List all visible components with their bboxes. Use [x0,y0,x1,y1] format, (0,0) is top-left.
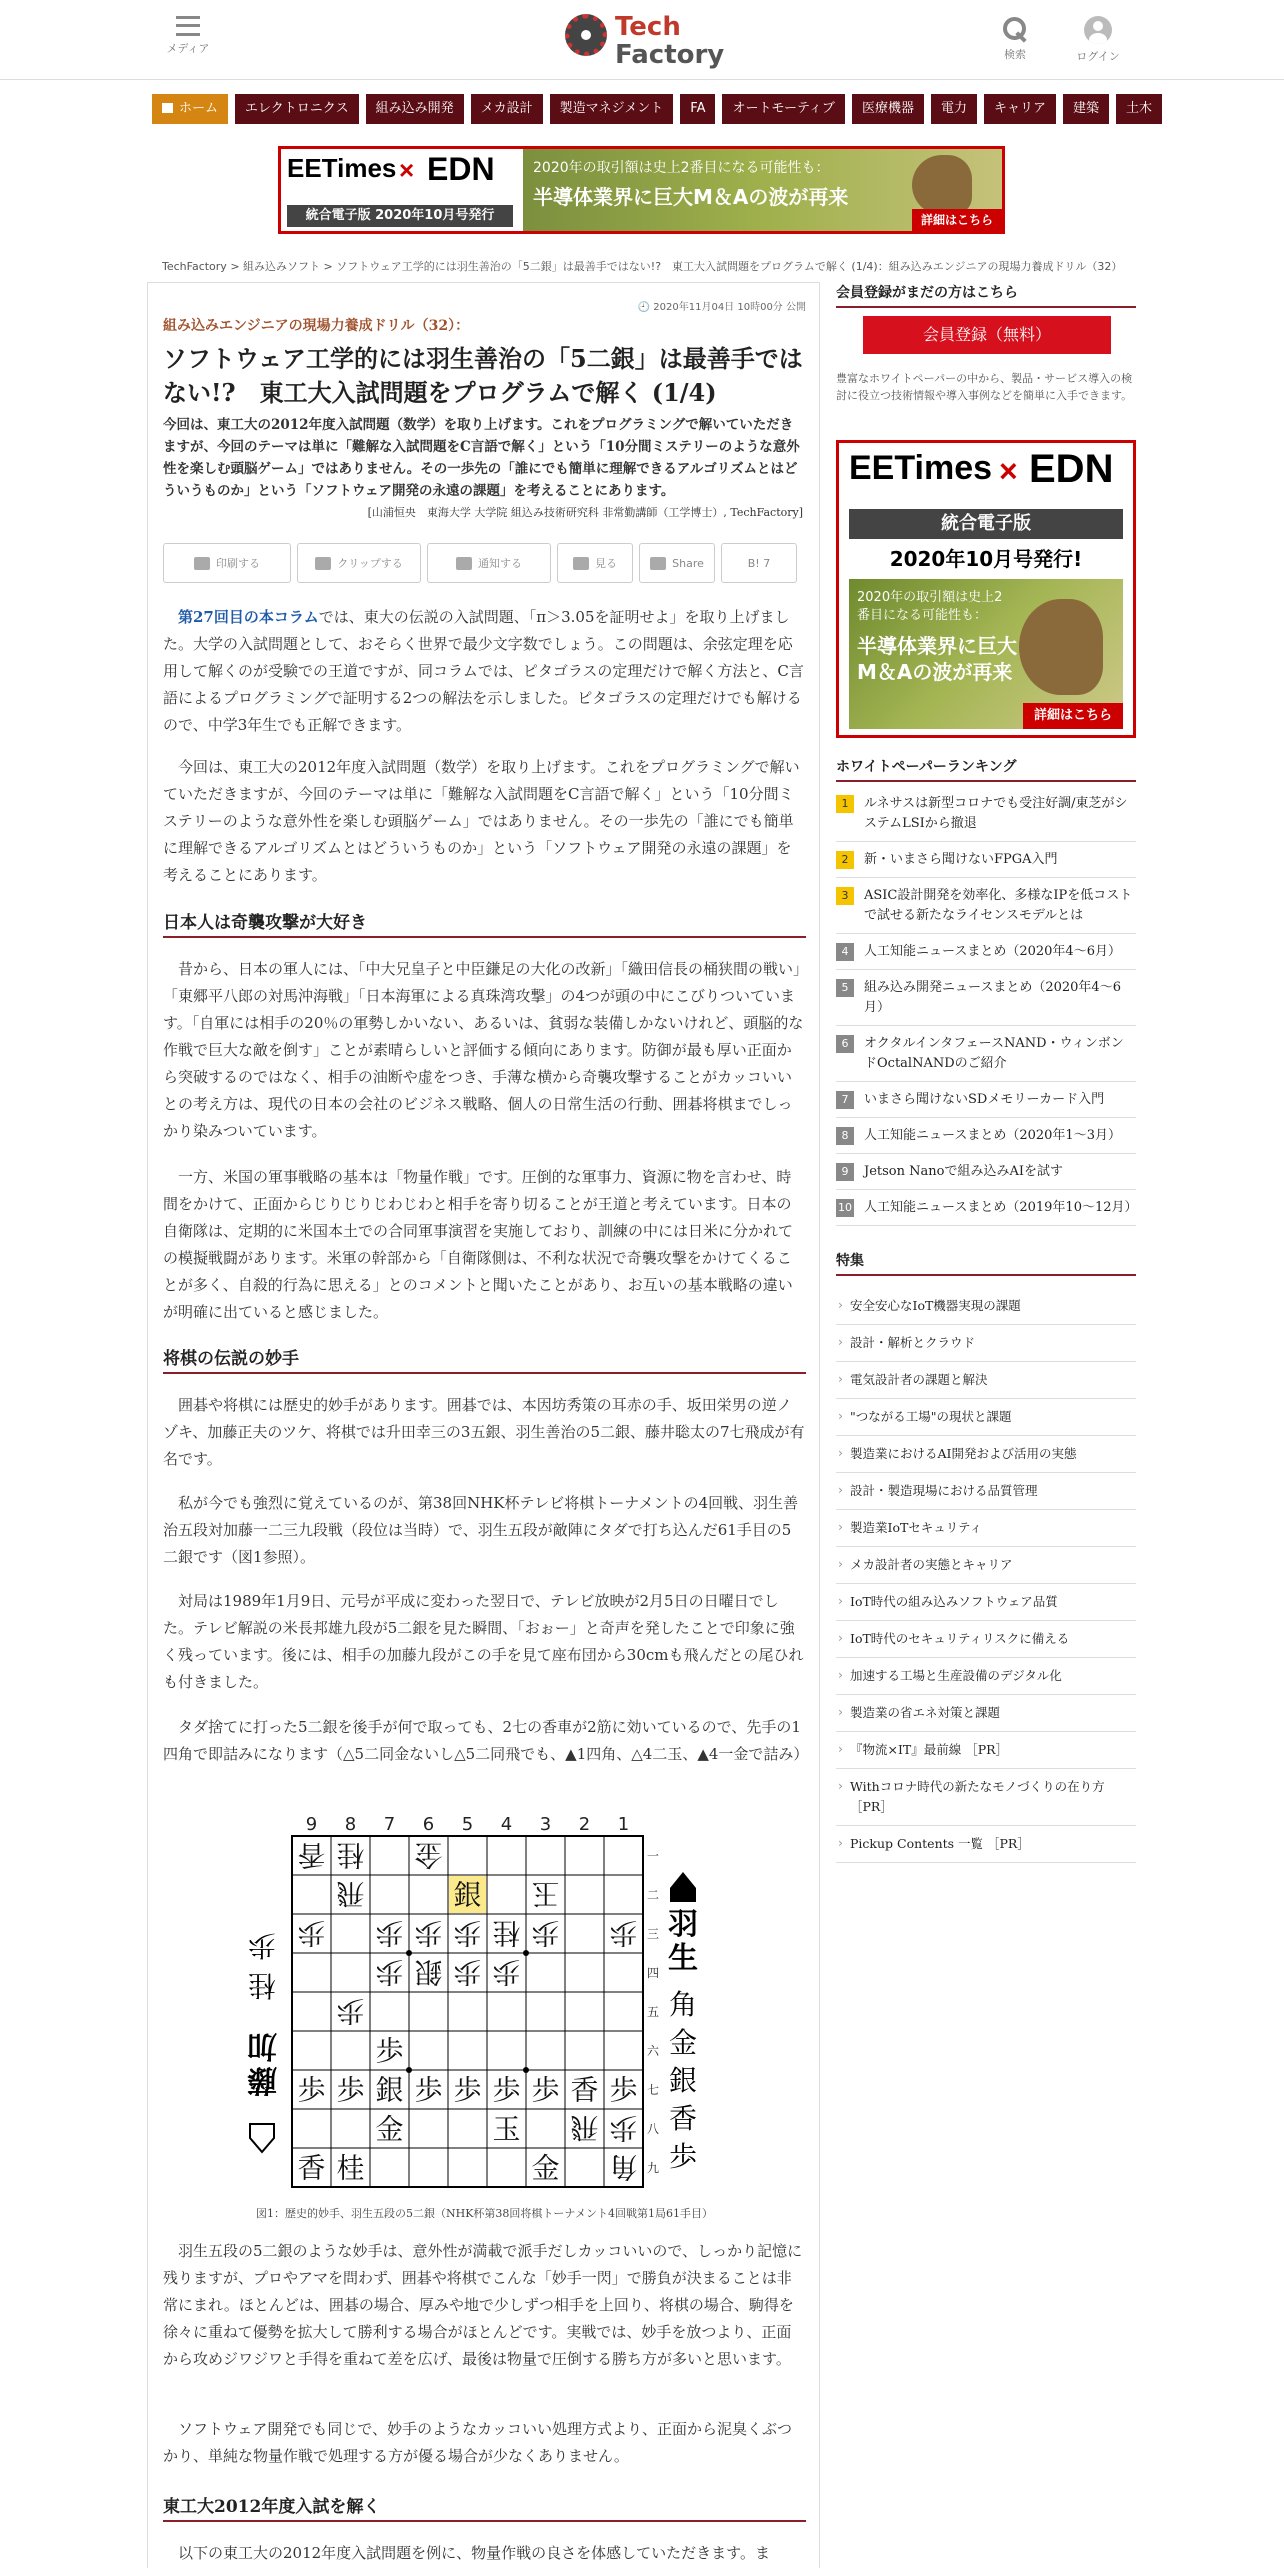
ranking-list [836,786,1136,1226]
nav-item-architecture[interactable]: 建築 [1063,94,1109,124]
shogi-piece: 角 [609,2150,638,2184]
feature-item[interactable]: › 安全安心なIoT機器実現の課題 [836,1288,1136,1325]
ranking-item[interactable] [836,1118,1136,1154]
gote-player-name: 藤 [247,2062,277,2097]
gote-hand-piece: 歩 [247,1929,277,1962]
sidebar-ad-banner[interactable] [836,440,1136,738]
figure-caption: 図1：歴史的妙手、羽生五段の5二銀（NHK杯第38回将棋トーナメント4回戦第1局61手目） [256,2207,713,2220]
side-ad-cross: × [999,453,1018,489]
shogi-piece: 飛 [336,1877,365,1911]
nav-item-power[interactable]: 電力 [931,94,977,124]
rank-number: 6 [836,1035,854,1053]
shogi-piece: 銀 [414,1955,443,1989]
banner-line2: 半導体業界に巨大M＆Aの波が再来 [533,185,849,209]
shogi-piece: 桂 [492,1916,521,1950]
paragraph-8: タダ捨てに打った5二銀を後手が何で取っても、2七の香車が2筋に効いているので、先手の1四角で即詰みになります（△5二同金ないし△5二同飛でも、▲1四角、△4二玉、▲4一金で詰み） [163,1718,809,1763]
banner-eetimes-logo: EETimes [287,153,397,183]
shogi-piece: 飛 [570,2111,599,2145]
site-header [0,0,1284,80]
column-label: 1 [617,1814,630,1835]
rank-number: 8 [836,1127,854,1145]
side-ad-details-button[interactable]: 詳細はこちら [1023,703,1123,729]
shogi-piece: 香 [570,2073,599,2107]
paragraph-2: 今回は、東工大の2012年度入試問題（数学）を取り上げます。これをプログラミングで解いていただきますが、今回のテーマは単に「難解な入試問題をC言語で解く」という「10分間ミステリーのような意外性を楽しむ頭脳ゲーム」ではありません。その一歩先の「誰にでも簡単に理解できるアルゴリズムとはどういうものか」という「ソフトウェア開発の永遠の課題」を考えることにあります。 [163,758,800,884]
side-ad-edn-logo: EDN [1029,447,1114,491]
login-button[interactable] [1070,16,1126,64]
column-label: 2 [578,1814,591,1835]
ranking-item[interactable] [836,878,1136,934]
ranking-item[interactable] [836,1154,1136,1190]
sente-marker-icon [670,1872,696,1902]
article-author: [山浦恒央 東海大学 大学院 組込み技術研究科 非常勤講師（工学博士）, TechFactory] [367,506,803,519]
shogi-piece: 歩 [492,1955,521,1989]
paragraph-9: 羽生五段の5二銀のような妙手は、意外性が満載で派手だしカッコいいので、しっかり記憶に残りますが、プロやアマを問わず、囲碁や将棋でこんな「妙手一閃」で勝負が決まることは非常にまれ。ほとんどは、囲碁の場合、厚みや地で少しずつ相手を上回り、将棋の場合、駒得を徐々に重ねて優勢を拡大して勝利する場合がほとんどです。実戦では、妙手を放つより、正面から攻めジワジワと手得を重ねて差を広げ、最後は物量で圧倒する勝ち方が多いと思います。 [163,2242,803,2368]
shogi-piece: 歩 [375,2034,404,2068]
paragraph-11: 以下の東工大の2012年度入試問題を例に、物量作戦の良さを体感していただきます。ま [178,2544,770,2562]
star-point [406,1950,412,1956]
ranking-title: 組み込み開発ニュースまとめ（2020年4〜6月） [864,980,1121,1015]
search-button[interactable] [995,16,1035,62]
star-point [523,1950,529,1956]
feature-item[interactable]: › IoT時代の組み込みソフトウェア品質 [836,1584,1136,1621]
side-ad-line1: 2020年の取引額は史上2番目になる可能性も： [857,590,1003,623]
search-label: 検索 [1004,48,1026,61]
row-label: 五 [646,2005,660,2019]
nav-item-automotive[interactable]: オートモーティブ [722,94,844,124]
banner-cross: × [399,155,415,185]
logo-text-tech: Tech [615,12,681,42]
sente-hand-piece: 銀 [668,2064,698,2097]
column-label: 8 [344,1814,357,1835]
shogi-piece: 歩 [375,1916,404,1950]
gote-player-name: 加 [247,2028,277,2063]
row-label: 九 [646,2161,660,2175]
share-bar [163,543,806,583]
star-point [523,2067,529,2073]
register-description: 豊富なホワイトペーパーの中から、製品・サービス導入の検討に役立つ技術情報や導入事例などを簡単に入手できます。 [836,372,1133,402]
squirrel-image [1019,599,1103,695]
ranking-heading: ホワイトペーパーランキング [836,756,1136,782]
row-label: 一 [646,1849,660,1863]
row-label: 四 [646,1966,660,1980]
media-menu-label: メディア [166,42,210,55]
shogi-piece: 歩 [609,1916,638,1950]
logo-text-factory: Factory [615,40,725,70]
feature-item[interactable]: › 設計・製造現場における品質管理 [836,1473,1136,1510]
feature-item[interactable]: › メカ設計者の実態とキャリア [836,1547,1136,1584]
row-label: 三 [646,1927,660,1941]
nav-item-civil[interactable]: 土木 [1116,94,1162,124]
ranking-item[interactable] [836,1190,1136,1226]
shogi-piece: 歩 [375,1955,404,1989]
gote-hand-piece: 桂 [247,1969,277,2002]
sente-hand-piece: 歩 [668,2140,698,2173]
banner-details-button[interactable]: 詳細はこちら [912,209,1002,231]
ranking-item[interactable] [836,970,1136,1026]
shogi-piece: 金 [531,2151,560,2185]
section-heading-3: 東工大2012年度入試を解く [163,2492,806,2522]
ranking-item[interactable] [836,786,1136,842]
paragraph-4: 一方、米国の軍事戦略の基本は「物量作戦」です。圧倒的な軍事力、資源に物を言わせ、時間をかけて、正面からじりじりじわじわと相手を寄り切ることが王道と考えています。日本の自衛隊は、定期的に米国本土での合同軍事演習を実施しており、訓練の中には日米に分かれての模擬戦闘があります。米軍の幹部から「自衛隊側は、不利な状況で奇襲攻撃をかけてくることが多く、自殺的行為に思える」とのコメントと聞いたことがあり、お互いの基本戦略の違いが明確に出ていると感じました。 [163,1168,794,1321]
squirrel-image [912,155,972,215]
side-ad-line2: 半導体業界に巨大M＆Aの波が再来 [857,634,1017,684]
paragraph-6: 私が今でも強烈に覚えているのが、第38回NHK杯テレビ将棋トーナメントの4回戦、羽生善治五段対加藤一二三九段戦（段位は当時）で、羽生五段が敵陣にタダで打ち込んだ61手目の5二銀です（図1参照）。 [163,1494,799,1566]
ranking-title: オクタルインタフェースNAND・ウィンボンドOctalNANDのご紹介 [864,1036,1124,1071]
site-logo[interactable] [565,10,725,68]
paragraph-10: ソフトウェア開発でも同じで、妙手のようなカッコいい処理方式より、正面から泥臭くぶつかり、単純な物量作戦で処理する方が優る場合が少なくありません。 [163,2420,792,2465]
features-heading: 特集 [836,1250,1136,1276]
shogi-piece: 桂 [336,1838,365,1872]
column-label: 4 [500,1814,513,1835]
banner-strip: 統合電子版 2020年10月号発行 [287,205,513,227]
ranking-item[interactable] [836,934,1136,970]
star-point [406,2067,412,2073]
rank-number: 9 [836,1163,854,1181]
sente-hand-piece: 金 [668,2026,698,2059]
twitter-icon [573,557,589,570]
banner-message-area [523,149,1002,231]
column-27-link[interactable]: 第27回目の本コラム [178,608,319,626]
section-heading-2: 将棋の伝説の妙手 [163,1344,806,1374]
rank-number: 3 [836,887,854,905]
shogi-piece: 銀 [375,2073,404,2107]
shogi-piece: 歩 [531,1916,560,1950]
nav-item-mechanical[interactable]: メカ設計 [471,94,543,124]
shogi-piece: 桂 [336,2151,365,2185]
shogi-piece: 歩 [453,1955,482,1989]
feature-item[interactable]: › 加速する工場と生産設備のデジタル化 [836,1658,1136,1695]
sente-hand-piece: 香 [668,2102,698,2135]
ranking-title: ルネサスは新型コロナでも受注好調/東芝がシステムLSIから撤退 [864,796,1128,831]
rank-number: 4 [836,943,854,961]
side-ad-strip: 統合電子版 [849,509,1123,539]
row-label: 八 [646,2122,660,2136]
media-menu-button[interactable] [160,16,216,56]
shogi-piece: 歩 [414,2073,443,2107]
notify-icon [456,557,472,570]
paperclip-icon [315,557,331,570]
feature-item[interactable]: › "つながる工場"の現状と課題 [836,1399,1136,1436]
login-label: ログイン [1076,50,1120,63]
shogi-board [240,1812,720,2212]
ranking-title: 人工知能ニュースまとめ（2020年4〜6月） [864,944,1121,959]
section-heading-1: 日本人は奇襲攻撃が大好き [163,908,806,938]
sente-hand-piece: 角 [668,1988,698,2021]
rank-number: 7 [836,1091,854,1109]
side-ad-eetimes-logo: EETimes [849,449,993,487]
shogi-piece: 歩 [414,1916,443,1950]
feature-item[interactable]: › 製造業におけるAI開発および活用の実態 [836,1436,1136,1473]
shogi-piece: 歩 [453,2073,482,2107]
paragraph-7: 対局は1989年1月9日、元号が平成に変わった翌日で、テレビ放映が2月5日の日曜日でした。テレビ解説の米長邦雄九段が5二銀を見た瞬間、「おぉー」と奇声を発したことで印象に強く残っています。後には、相手の加藤九段がこの手を見て座布団から30cmも飛んだとの尾ひれも付きました。 [163,1592,804,1691]
shogi-board-figure [240,1812,720,2212]
shogi-piece: 歩 [297,2073,326,2107]
row-label: 七 [646,2083,660,2097]
nav-item-career[interactable]: キャリア [984,94,1056,124]
printer-icon [194,557,210,570]
shogi-piece: 歩 [609,2073,638,2107]
column-label: 5 [461,1814,474,1835]
feature-item[interactable]: › 製造業の省エネ対策と課題 [836,1695,1136,1732]
paragraph-1: 第27回目の本コラムでは、東大の伝説の入試問題、「π＞3.05を証明せよ」を取り上げました。大学の入試問題として、おそらく世界で最少文字数でしょう。この問題は、余弦定理を応用して解くのが受験での王道ですが、同コラムでは、ピタゴラスの定理だけで解く方法と、C言語によるプログラミングで証明する2つの解法を示しました。ピタゴラスの定理だけでも解けるので、中学3年生でも正解できます。 [163,608,804,734]
nav-item-embedded[interactable]: 組み込み開発 [366,94,464,124]
shogi-piece: 香 [297,1838,326,1872]
register-button[interactable]: 会員登録（無料） [863,316,1111,354]
ranking-title: いまさら聞けないSDメモリーカード入門 [864,1092,1105,1107]
notify-button[interactable]: 通知する [427,543,551,583]
ranking-title: ASIC設計開発を効率化、多様なIPを低コストで試せる新たなライセンスモデルとは [864,888,1133,923]
banner-logo-area [281,149,521,231]
hatena-bookmark-button[interactable]: B! 7 [721,543,797,583]
shogi-piece: 歩 [336,2073,365,2107]
column-label: 7 [383,1814,396,1835]
side-ad-issue: 2020年10月号発行! [889,547,1083,571]
feature-item[interactable]: › Pickup Contents 一覧 ［PR］ [836,1826,1136,1863]
article-lead: 今回は、東工大の2012年度入試問題（数学）を取り上げます。これをプログラミングで解いていただきますが、今回のテーマは単に「難解な入試問題をC言語で解く」という「10分間ミステリーのような意外性を楽しむ頭脳ゲーム」ではありません。その一歩先の「誰にでも簡単に理解できるアルゴリズムとはどういうものか」という「ソフトウェア開発の永遠の課題」を考えることにあります。 [163,417,800,499]
category-nav [152,94,1162,124]
facebook-share-button[interactable]: Share [639,543,715,583]
paragraph-3: 昔から、日本の軍人には、「中大兄皇子と中臣鎌足の大化の改新」「織田信長の桶狭間の戦い」「東郷平八郎の対馬沖海戦」「日本海軍による真珠湾攻撃」の4つが頭の中にこびりついています。「自軍には相手の20％の軍勢しかいない、あるいは、貧弱な装備しかないけれど、頭脳的な作戦で巨大な敵を倒す」ことが素晴らしいと評価する傾向にあります。防御が最も厚い正面から突破するのではなく、相手の油断や虚をつき、手薄な横から奇襲攻撃することがカッコいいとの考え方は、現代の日本の会社のビジネス戦略、個人の日常生活の行動、囲碁将棋までしっかり染みついています。 [163,960,804,1140]
ranking-title: 人工知能ニュースまとめ（2020年1〜3月） [864,1128,1121,1143]
column-label: 3 [539,1814,552,1835]
nav-item-fa[interactable]: FA [680,94,715,124]
gote-marker-icon [250,2124,274,2152]
nav-item-management[interactable]: 製造マネジメント [550,94,674,124]
rank-number: 10 [836,1199,854,1217]
search-icon [1002,16,1028,42]
article-title: ソフトウェア工学的には羽生善治の「5二銀」は最善手ではない!? 東工大入試問題をプログラムで解く (1/4) [163,344,803,407]
features-list [836,1288,1136,1863]
facebook-icon [650,557,666,570]
nav-item-home[interactable]: ホーム [152,94,228,124]
shogi-piece: 金 [414,1838,443,1872]
nav-item-medical[interactable]: 医療機器 [852,94,924,124]
feature-item[interactable]: › IoT時代のセキュリティリスクに備える [836,1621,1136,1658]
row-label: 二 [646,1888,660,1902]
ranking-item[interactable] [836,1026,1136,1082]
ranking-title: Jetson Nanoで組み込みAIを試す [864,1164,1063,1179]
feature-item[interactable]: › 『物流×IT』最前線 ［PR］ [836,1732,1136,1769]
paragraph-5: 囲碁や将棋には歴史的妙手があります。囲碁では、本因坊秀策の耳赤の手、坂田栄男の逆ノゾキ、加藤正夫のツケ、将棋では升田幸三の3五銀、羽生善治の5二銀、藤井聡太の7七飛成が有名です。 [163,1396,805,1468]
shogi-piece: 歩 [336,1994,365,2028]
shogi-piece: 玉 [531,1877,560,1911]
breadcrumb[interactable]: TechFactory > 組み込みソフト > ソフトウェア工学的には羽生善治の「5二銀」は最善手ではない!? 東工大入試問題をプログラムで解く (1/4)：組み込みエンジニアの現場力養成ドリル（32） [162,260,1122,273]
register-heading: 会員登録がまだの方はこちら [836,282,1136,308]
shogi-piece: 金 [375,2112,404,2146]
shogi-piece: 香 [297,2151,326,2185]
shogi-piece: 歩 [453,1916,482,1950]
article-kicker[interactable]: 組み込みエンジニアの現場力養成ドリル（32）： [163,318,470,334]
home-icon [162,103,173,113]
user-icon [1084,16,1112,44]
gear-logo-icon [565,14,607,56]
banner-edn-logo: EDN [427,151,495,187]
ranking-title: 人工知能ニュースまとめ（2019年10〜12月） [864,1200,1138,1215]
column-label: 9 [305,1814,318,1835]
feature-item[interactable]: › 設計・解析とクラウド [836,1325,1136,1362]
print-button[interactable]: 印刷する [163,543,291,583]
hamburger-icon [176,16,200,36]
banner-line1: 2020年の取引額は史上2番目になる可能性も： [533,160,830,176]
sente-player-name: 生 [668,1941,698,1976]
rank-number: 2 [836,851,854,869]
ranking-item[interactable] [836,842,1136,878]
shogi-piece: 歩 [531,2073,560,2107]
feature-item[interactable]: › 電気設計者の課題と解決 [836,1362,1136,1399]
side-ad-image [849,579,1123,729]
shogi-piece: 歩 [492,2073,521,2107]
nav-item-electronics[interactable]: エレクトロニクス [235,94,359,124]
shogi-piece: 歩 [297,1916,326,1950]
sente-player-name: 羽 [668,1907,698,1942]
ranking-title: 新・いまさら聞けないFPGA入門 [864,852,1058,867]
publish-date: 🕘 2020年11月04日 10時00分 公開 [637,302,806,313]
shogi-piece: 歩 [609,2111,638,2145]
clip-button[interactable]: クリップする [297,543,421,583]
twitter-button[interactable]: 見る [557,543,633,583]
rank-number: 1 [836,795,854,813]
rank-number: 5 [836,979,854,997]
shogi-piece: 玉 [492,2112,521,2146]
feature-item[interactable]: › Withコロナ時代の新たなモノづくりの在り方 ［PR］ [836,1769,1136,1826]
feature-item[interactable]: › 製造業IoTセキュリティ [836,1510,1136,1547]
row-label: 六 [646,2044,660,2058]
shogi-piece: 銀 [453,1878,482,1912]
column-label: 6 [422,1814,435,1835]
ranking-item[interactable] [836,1082,1136,1118]
top-ad-banner[interactable] [278,146,1005,234]
